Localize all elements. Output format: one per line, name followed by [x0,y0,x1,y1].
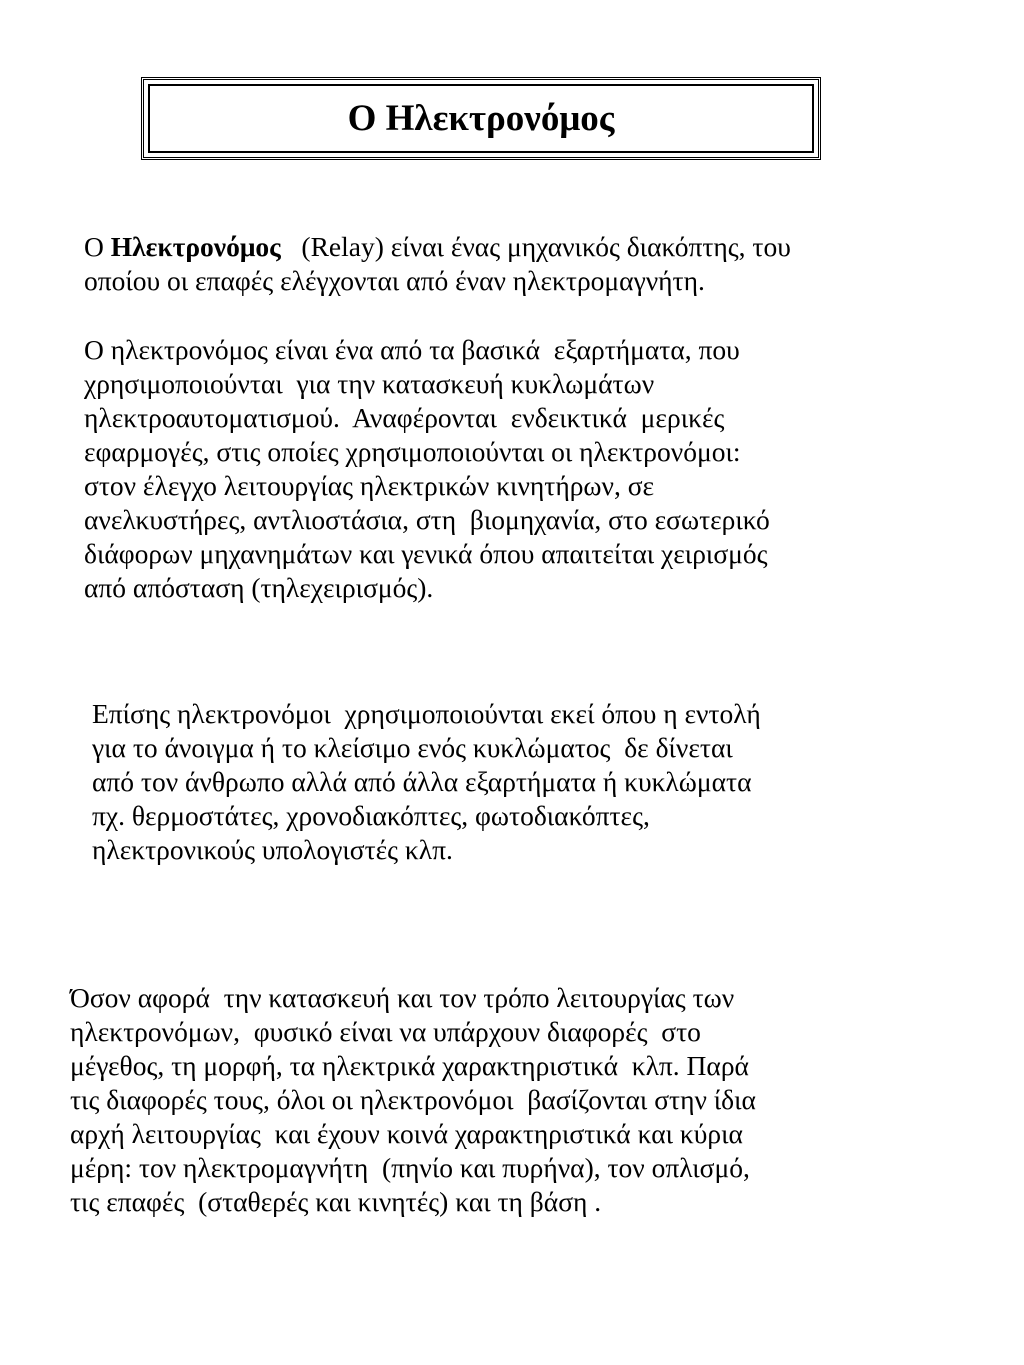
intro-line-1 [84,230,791,264]
paragraph-line: χρησιμοποιούνται για την κατασκευή κυκλωμάτων [84,368,655,399]
paragraph-line: ηλεκτρονικούς υπολογιστές κλπ. [92,834,453,865]
paragraph-line: εφαρμογές, στις οποίες χρησιμοποιούνται οι ηλεκτρονόμοι: [84,436,741,467]
paragraph-line: μέγεθος, τη μορφή, τα ηλεκτρικά χαρακτηριστικά κλπ. Παρά [70,1050,749,1081]
page-title: Ο Ηλεκτρονόμος [347,98,615,139]
intro-line-2: οποίου οι επαφές ελέγχονται από έναν ηλεκτρομαγνήτη. [84,265,705,296]
paragraph-line: ηλεκτροαυτοματισμού. Αναφέρονται ενδεικτικά μερικές [84,402,725,433]
paragraph-line: μέρη: τον ηλεκτρομαγνήτη (πηνίο και πυρήνα), τον οπλισμό, [70,1152,750,1183]
paragraph-line: στον έλεγχο λειτουργίας ηλεκτρικών κινητήρων, σε [84,470,655,501]
applications-paragraph [84,333,770,605]
construction-paragraph [70,981,756,1219]
automatic-control-paragraph [92,697,761,867]
intro-paragraph [84,230,791,298]
paragraph-line: τις επαφές (σταθερές και κινητές) και τη βάση . [70,1186,602,1217]
intro-prefix: Ο [84,231,111,262]
paragraph-line: διάφορων μηχανημάτων και γενικά όπου απαιτείται χειρισμός [84,538,768,569]
paragraph-line: πχ. θερμοστάτες, χρονοδιακόπτες, φωτοδιακόπτες, [92,800,650,831]
paragraph-line: Επίσης ηλεκτρονόμοι χρησιμοποιούνται εκεί όπου η εντολή [92,698,761,729]
paragraph-line: Ο ηλεκτρονόμος είναι ένα από τα βασικά εξαρτήματα, που [84,334,740,365]
paragraph-line: τις διαφορές τους, όλοι οι ηλεκτρονόμοι βασίζονται στην ίδια [70,1084,756,1115]
title-inner-frame [148,84,814,153]
paragraph-line: Όσον αφορά την κατασκευή και τον τρόπο λειτουργίας των [70,982,735,1013]
intro-suffix: (Relay) είναι ένας μηχανικός διακόπτης, του [280,231,791,262]
title-frame [141,77,821,160]
paragraph-line: από απόσταση (τηλεχειρισμός). [84,572,434,603]
paragraph-line: από τον άνθρωπο αλλά από άλλα εξαρτήματα ή κυκλώματα [92,766,752,797]
paragraph-line: για το άνοιγμα ή το κλείσιμο ενός κυκλώματος δε δίνεται [92,732,733,763]
paragraph-line: ηλεκτρονόμων, φυσικό είναι να υπάρχουν διαφορές στο [70,1016,701,1047]
paragraph-line: αρχή λειτουργίας και έχουν κοινά χαρακτηριστικά και κύρια [70,1118,743,1149]
paragraph-line: ανελκυστήρες, αντλιοστάσια, στη βιομηχανία, στο εσωτερικό [84,504,770,535]
intro-bold-term: Ηλεκτρονόμος [110,231,281,262]
